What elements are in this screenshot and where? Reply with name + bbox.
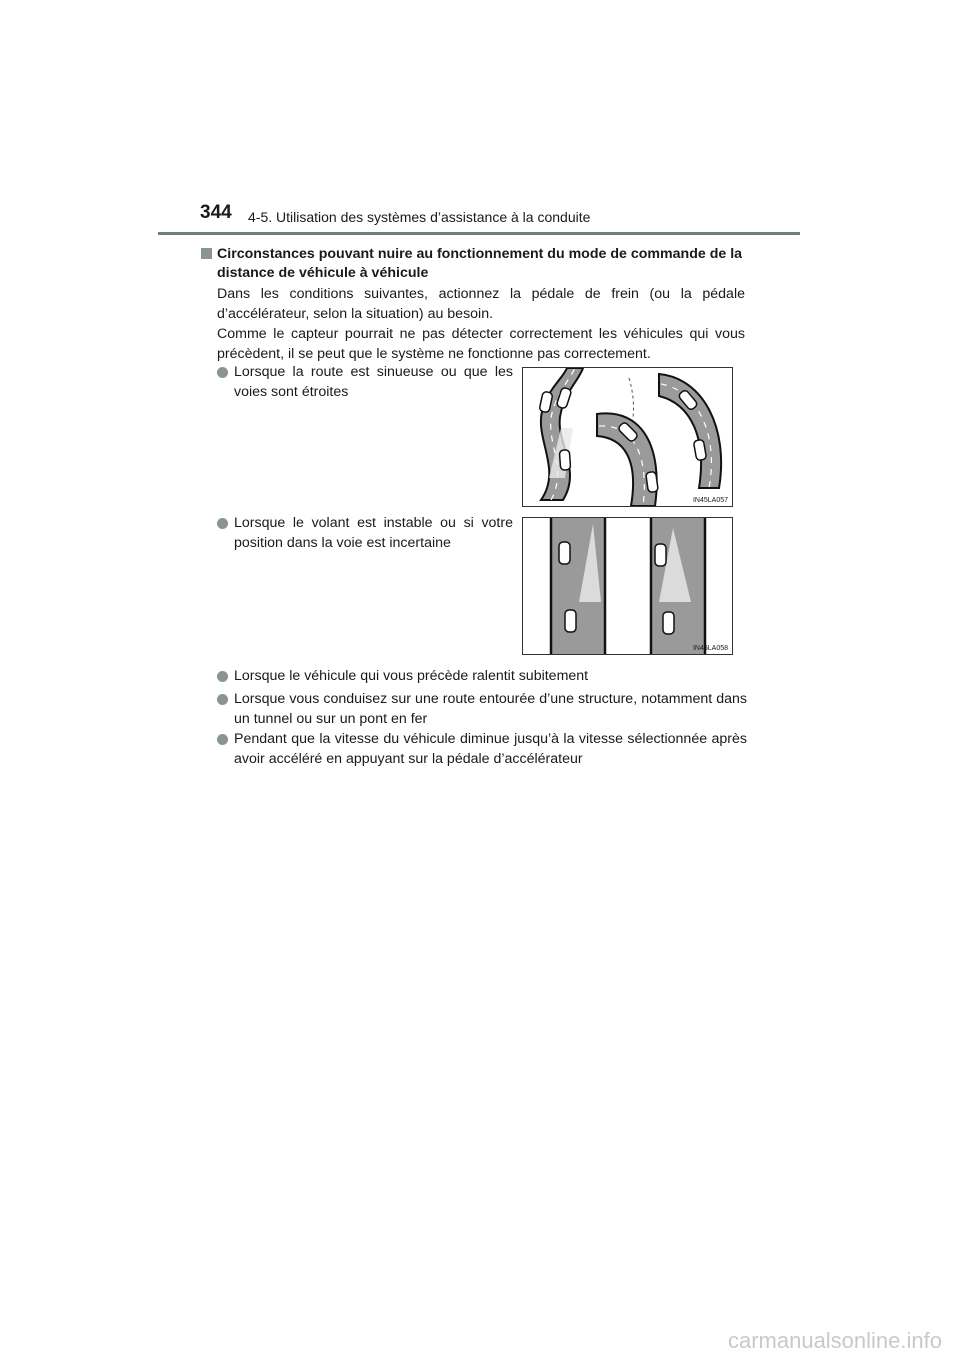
figure-code: IN45LA057 <box>692 497 728 504</box>
bullet-icon <box>217 734 228 745</box>
header-divider <box>158 232 800 235</box>
bullet-icon <box>217 367 228 378</box>
bullet-icon <box>217 671 228 682</box>
figure-unstable-steering <box>522 517 733 655</box>
list-item: Lorsque vous conduisez sur une route entourée d’une structure, notamment dans un tunnel ou sur un pont en fer <box>217 689 747 729</box>
figure-winding-road <box>522 367 733 507</box>
lane-position-illustration <box>523 518 732 654</box>
paragraph-instruction: Dans les conditions suivantes, actionnez la pédale de frein (ou la pédale d’accélérateur, selon la situation) au besoin. <box>217 286 745 322</box>
list-item: Pendant que la vitesse du véhicule diminue jusqu’à la vitesse sélectionnée après avoir accéléré en appuyant sur la pédale d’accélérateur <box>217 729 747 769</box>
page-number: 344 <box>200 202 232 223</box>
bullet-icon <box>217 518 228 529</box>
winding-road-illustration <box>523 368 732 506</box>
section-heading: Circonstances pouvant nuire au fonctionnement du mode de commande de la distance de véhicule à véhicule <box>201 245 746 283</box>
page-header <box>0 0 960 240</box>
list-item: Lorsque la route est sinueuse ou que les voies sont étroites <box>217 362 513 402</box>
list-item: Lorsque le véhicule qui vous précède ralentit subitement <box>217 666 747 686</box>
list-item: Lorsque le volant est instable ou si votre position dans la voie est incertaine <box>217 513 513 553</box>
bullet-icon <box>217 694 228 705</box>
chapter-title: 4-5. Utilisation des systèmes d’assistance à la conduite <box>248 209 591 225</box>
figure-code: IN45LA058 <box>692 645 728 652</box>
square-bullet-icon <box>201 248 212 259</box>
watermark: carmanualsonline.info <box>727 1328 942 1353</box>
paragraph-warning: Comme le capteur pourrait ne pas détecter correctement les véhicules qui vous précèdent, il se peut que le système ne fonctionne pas correctement. <box>217 326 745 362</box>
